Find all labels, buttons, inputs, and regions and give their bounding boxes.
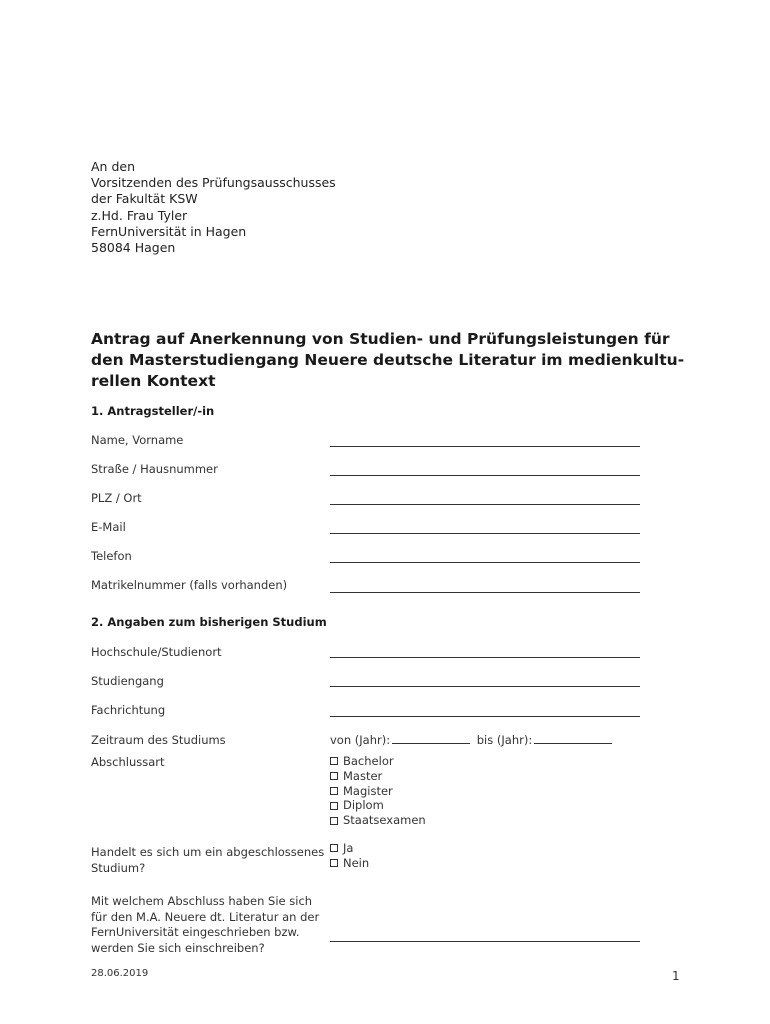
telefon-field-line[interactable] <box>330 562 640 563</box>
address-line: z.Hd. Frau Tyler <box>91 207 188 223</box>
field-label-abschluss-frage: Mit welchem Abschluss haben Sie sich für den M.A. Neuere dt. Literatur an der FernUniversität eingeschrieben bzw. werden Sie sich einschreiben? <box>91 894 320 955</box>
address-line: Vorsitzenden des Prüfungsausschusses <box>91 175 336 191</box>
option-master[interactable]: Master <box>330 769 426 784</box>
field-label-abschlussart: Abschlussart <box>91 755 165 769</box>
option-diplom[interactable]: Diplom <box>330 798 426 813</box>
section-heading-antragsteller: 1. Antragsteller/-in <box>91 404 215 418</box>
field-label-email: E-Mail <box>91 520 126 534</box>
field-label-abgeschlossen: Handelt es sich um ein abgeschlossenes Studium? <box>91 845 325 875</box>
page-number: 1 <box>672 969 680 983</box>
abschlussart-options <box>330 754 426 828</box>
checkbox-icon[interactable] <box>330 844 338 852</box>
field-label-hochschule: Hochschule/Studienort <box>91 645 222 659</box>
recipient-address <box>91 159 336 256</box>
abgeschlossen-options <box>330 841 369 871</box>
title-line: rellen Kontext <box>91 372 216 390</box>
von-label: von (Jahr): <box>330 733 391 747</box>
option-magister[interactable]: Magister <box>330 784 426 799</box>
fachrichtung-field-line[interactable] <box>330 716 640 717</box>
field-label-fachrichtung: Fachrichtung <box>91 703 166 717</box>
field-label-zeitraum: Zeitraum des Studiums <box>91 733 226 747</box>
option-staatsexamen[interactable]: Staatsexamen <box>330 813 426 828</box>
bis-year-line[interactable] <box>534 733 612 744</box>
bis-label: bis (Jahr): <box>476 733 533 747</box>
checkbox-icon[interactable] <box>330 802 338 810</box>
field-label-studiengang: Studiengang <box>91 674 164 688</box>
field-label-name: Name, Vorname <box>91 433 184 447</box>
checkbox-icon[interactable] <box>330 859 338 867</box>
field-label-matrikelnummer: Matrikelnummer (falls vorhanden) <box>91 578 288 592</box>
footer-date: 28.06.2019 <box>91 968 149 979</box>
title-line: den Masterstudiengang Neuere deutsche Literatur im medienkultu- <box>91 351 685 369</box>
option-nein[interactable]: Nein <box>330 856 369 871</box>
checkbox-icon[interactable] <box>330 772 338 780</box>
section-heading-studium: 2. Angaben zum bisherigen Studium <box>91 615 327 629</box>
email-field-line[interactable] <box>330 533 640 534</box>
hochschule-field-line[interactable] <box>330 657 640 658</box>
checkbox-icon[interactable] <box>330 787 338 795</box>
checkbox-icon[interactable] <box>330 757 338 765</box>
field-label-telefon: Telefon <box>91 549 132 563</box>
checkbox-icon[interactable] <box>330 817 338 825</box>
name-field-line[interactable] <box>330 446 640 447</box>
address-line: der Fakultät KSW <box>91 191 198 207</box>
street-field-line[interactable] <box>330 475 640 476</box>
abschluss-frage-field-line[interactable] <box>330 941 640 942</box>
address-line: 58084 Hagen <box>91 240 176 256</box>
field-label-plz-ort: PLZ / Ort <box>91 491 142 505</box>
von-year-line[interactable] <box>392 733 470 744</box>
document-title <box>91 329 691 392</box>
option-ja[interactable]: Ja <box>330 841 369 856</box>
address-line: An den <box>91 159 135 174</box>
title-line: Antrag auf Anerkennung von Studien- und Prüfungsleistungen für <box>91 330 670 348</box>
zeitraum-fields <box>330 733 615 747</box>
option-bachelor[interactable]: Bachelor <box>330 754 426 769</box>
plz-ort-field-line[interactable] <box>330 504 640 505</box>
field-label-street: Straße / Hausnummer <box>91 462 218 476</box>
address-line: FernUniversität in Hagen <box>91 223 247 239</box>
studiengang-field-line[interactable] <box>330 686 640 687</box>
matrikelnummer-field-line[interactable] <box>330 592 640 593</box>
